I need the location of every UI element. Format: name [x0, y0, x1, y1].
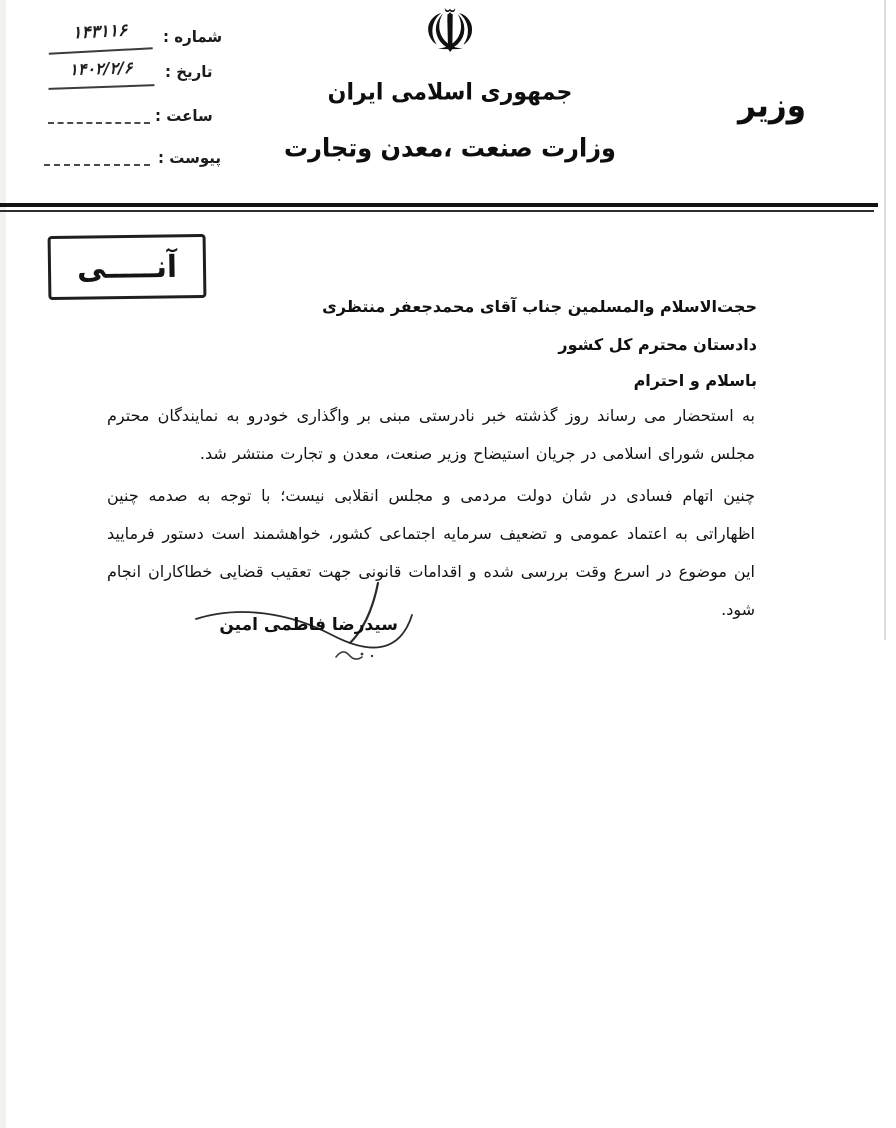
header-divider-thin: [0, 210, 874, 212]
ministry-name: وزارت صنعت ،معدن وتجارت: [284, 133, 616, 163]
iran-emblem-icon: ☫: [423, 0, 477, 67]
recipient-name: حجت‌الاسلام والمسلمین جناب آقای محمدجعفر منتظری: [322, 297, 757, 316]
salutation: باسلام و احترام: [633, 371, 757, 390]
recipient-title: دادستان محترم کل کشور: [558, 335, 757, 354]
scan-right-edge-line: [884, 0, 886, 640]
attachment-label: پیوست :: [158, 148, 222, 168]
time-label: ساعت :: [155, 106, 213, 126]
date-value: ۱۴۰۲/۲/۶: [48, 57, 155, 90]
republic-title: جمهوری اسلامی ایران: [327, 79, 573, 106]
date-label: تاریخ :: [165, 62, 213, 82]
header-divider-thick: [0, 203, 878, 207]
scan-left-margin: [0, 0, 6, 1128]
attachment-blank-line: [44, 150, 150, 166]
time-blank-line: [48, 108, 150, 124]
body-paragraph-1: به استحضار می رساند روز گذشته خبر نادرستی مبنی بر واگذاری خودرو به نمایندگان محترم مجلس شورای اسلامی در جریان استیضاح وزیر صنعت، معدن و تجارت منتشر شد.: [107, 406, 755, 463]
urgency-stamp-label: آنـــــی: [76, 248, 178, 286]
signature-name: سیدرضا فاطمی امین: [219, 615, 398, 635]
body-paragraph-2: چنین اتهام فسادی در شان دولت مردمی و مجلس انقلابی نیست؛ با توجه به صدمه چنین اظهاراتی به اعتماد عمومی و تضعیف سرمایه اجتماعی کشور، خواهشمند است دستور فرمایید این موضوع در اسرع وقت بررسی شده و اقدامات قانونی جهت تعقیب قضایی خطاکاران انجام شود.: [107, 486, 755, 619]
minister-title: وزیر: [737, 86, 807, 126]
number-label: شماره :: [163, 27, 223, 47]
number-value: ۱۴۳۱۱۶: [47, 19, 152, 54]
urgency-stamp: [48, 234, 207, 300]
